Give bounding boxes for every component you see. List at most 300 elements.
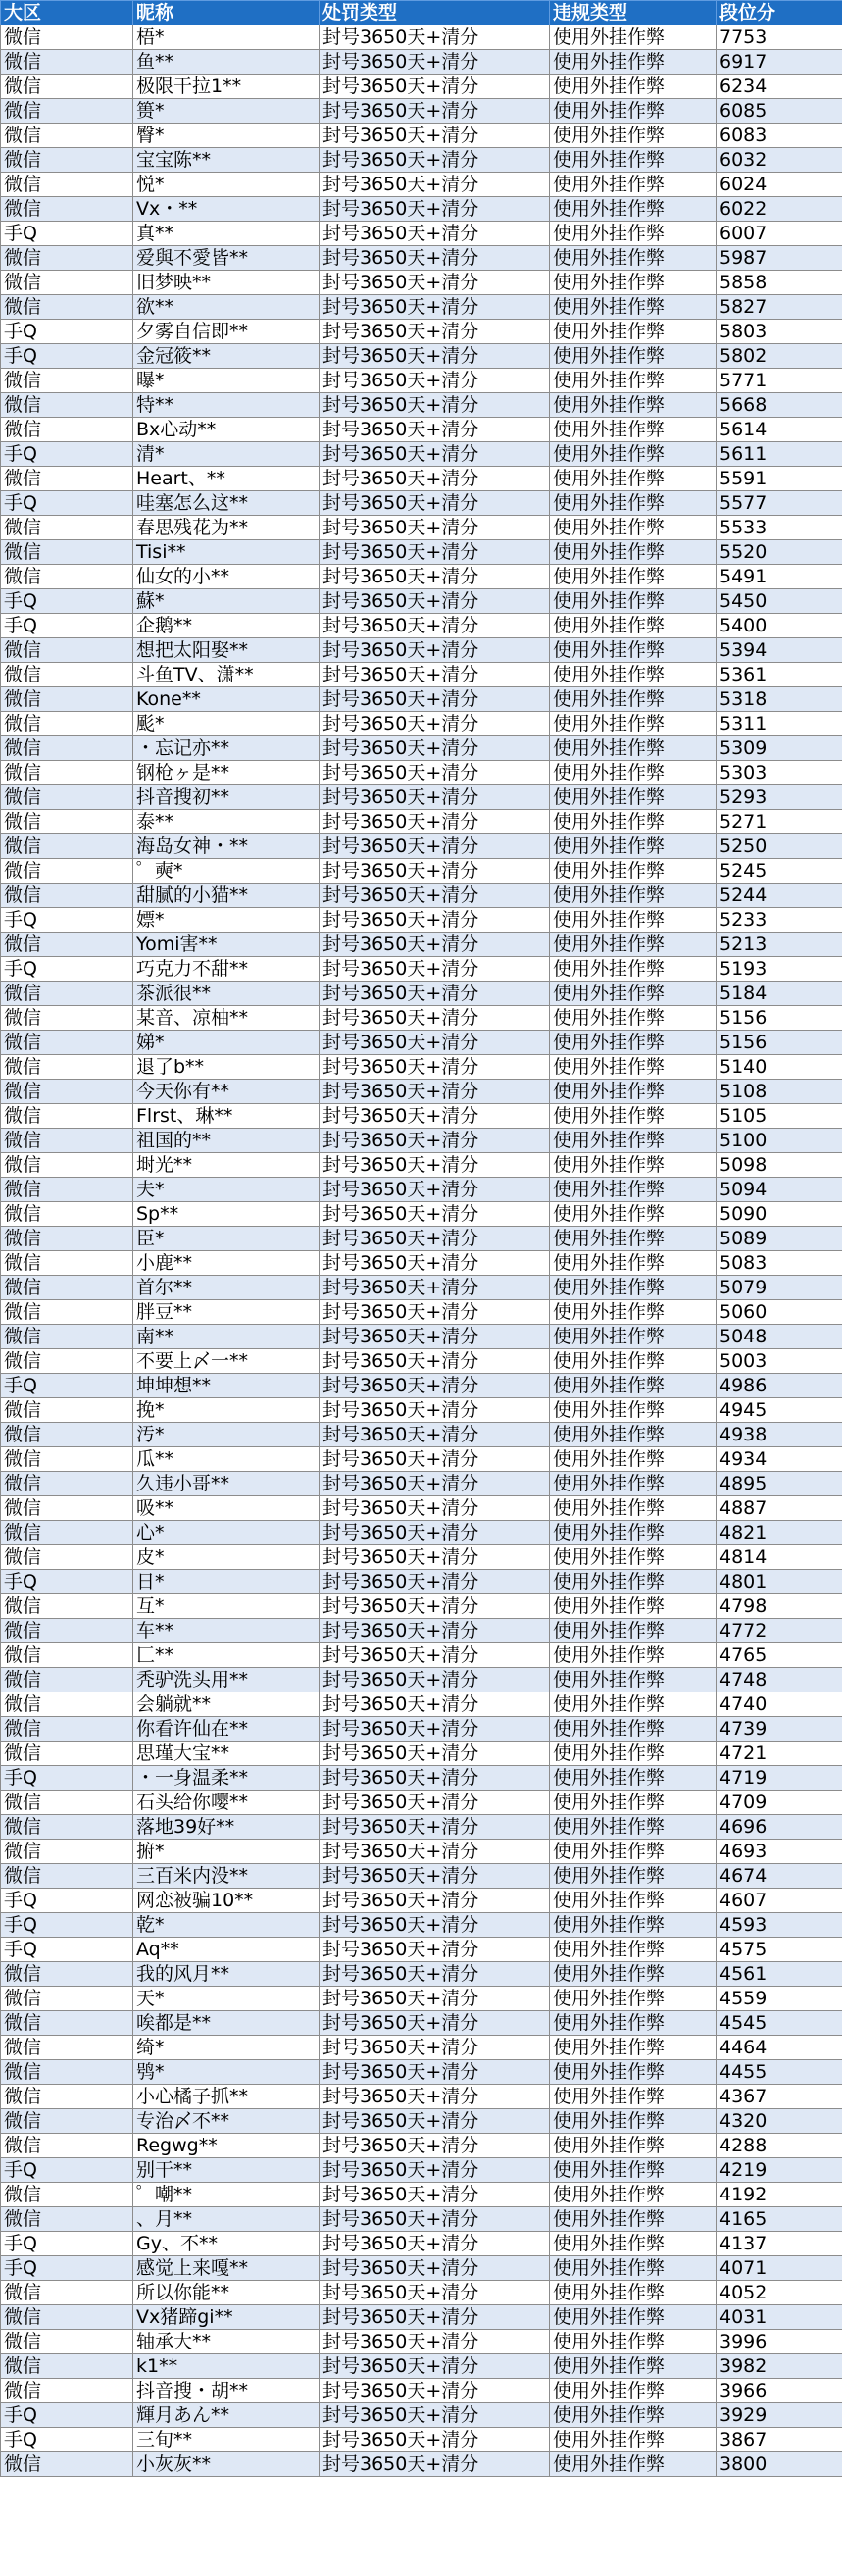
- violation-type-cell: 使用外挂作弊: [550, 1791, 717, 1815]
- nickname-cell: 抖音搜初**: [133, 785, 320, 810]
- nickname-cell: 仙女的小**: [133, 565, 320, 589]
- penalty-type-cell: 封号3650天+清分: [320, 1840, 550, 1864]
- table-row: [1, 589, 842, 614]
- nickname-cell: 鸮*: [133, 2060, 320, 2085]
- rank-score-cell: 5400: [717, 614, 842, 638]
- table-row: [1, 50, 842, 75]
- nickname-cell: Kone**: [133, 687, 320, 712]
- violation-type-cell: 使用外挂作弊: [550, 859, 717, 884]
- rank-score-cell: 4545: [717, 2011, 842, 2036]
- nickname-cell: 南**: [133, 1325, 320, 1349]
- rank-score-cell: 4814: [717, 1545, 842, 1570]
- nickname-cell: 皮*: [133, 1545, 320, 1570]
- rank-score-cell: 3800: [717, 2452, 842, 2477]
- region-cell: 微信: [1, 712, 133, 736]
- region-cell: 微信: [1, 75, 133, 99]
- violation-type-cell: 使用外挂作弊: [550, 1766, 717, 1791]
- violation-type-cell: 使用外挂作弊: [550, 1276, 717, 1300]
- table-row: [1, 1251, 842, 1276]
- region-cell: 微信: [1, 1521, 133, 1545]
- violation-type-cell: 使用外挂作弊: [550, 516, 717, 540]
- violation-type-cell: 使用外挂作弊: [550, 884, 717, 908]
- nickname-cell: ゜嘲**: [133, 2183, 320, 2207]
- penalty-type-cell: 封号3650天+清分: [320, 1374, 550, 1398]
- rank-score-cell: 5105: [717, 1104, 842, 1129]
- penalty-type-cell: 封号3650天+清分: [320, 1031, 550, 1055]
- region-cell: 微信: [1, 638, 133, 663]
- nickname-cell: 天*: [133, 1987, 320, 2011]
- table-row: [1, 1668, 842, 1692]
- nickname-cell: 娣*: [133, 1031, 320, 1055]
- violation-type-cell: 使用外挂作弊: [550, 1938, 717, 1962]
- nickname-cell: Vx・**: [133, 197, 320, 222]
- violation-type-cell: 使用外挂作弊: [550, 75, 717, 99]
- rank-score-cell: 5611: [717, 442, 842, 467]
- region-cell: 微信: [1, 2109, 133, 2134]
- penalty-type-cell: 封号3650天+清分: [320, 1349, 550, 1374]
- violation-type-cell: 使用外挂作弊: [550, 2207, 717, 2232]
- nickname-cell: 臀*: [133, 124, 320, 148]
- nickname-cell: 匚**: [133, 1643, 320, 1668]
- rank-score-cell: 4674: [717, 1864, 842, 1889]
- nickname-cell: 鱼**: [133, 50, 320, 75]
- region-cell: 微信: [1, 1619, 133, 1643]
- penalty-type-cell: 封号3650天+清分: [320, 1815, 550, 1840]
- table-row: [1, 1227, 842, 1251]
- penalty-type-cell: 封号3650天+清分: [320, 1766, 550, 1791]
- table-row: [1, 1472, 842, 1496]
- nickname-cell: 会躺就**: [133, 1692, 320, 1717]
- penalty-type-cell: 封号3650天+清分: [320, 712, 550, 736]
- nickname-cell: 嫖*: [133, 908, 320, 933]
- nickname-cell: 捬*: [133, 1840, 320, 1864]
- violation-type-cell: 使用外挂作弊: [550, 2158, 717, 2183]
- rank-score-cell: 5802: [717, 344, 842, 369]
- penalty-type-cell: 封号3650天+清分: [320, 2207, 550, 2232]
- region-cell: 微信: [1, 1423, 133, 1447]
- table-row: [1, 1766, 842, 1791]
- penalty-type-cell: 封号3650天+清分: [320, 859, 550, 884]
- rank-score-cell: 4765: [717, 1643, 842, 1668]
- table-row: [1, 1619, 842, 1643]
- rank-score-cell: 5303: [717, 761, 842, 785]
- penalty-type-cell: 封号3650天+清分: [320, 246, 550, 271]
- nickname-cell: 清*: [133, 442, 320, 467]
- penalty-type-cell: 封号3650天+清分: [320, 1619, 550, 1643]
- nickname-cell: 落地39好**: [133, 1815, 320, 1840]
- table-row: [1, 1840, 842, 1864]
- region-cell: 微信: [1, 516, 133, 540]
- violation-type-cell: 使用外挂作弊: [550, 1619, 717, 1643]
- nickname-cell: Flrst、琳**: [133, 1104, 320, 1129]
- violation-type-cell: 使用外挂作弊: [550, 1227, 717, 1251]
- rank-score-cell: 5090: [717, 1202, 842, 1227]
- penalty-type-cell: 封号3650天+清分: [320, 1202, 550, 1227]
- nickname-cell: 臣*: [133, 1227, 320, 1251]
- penalty-type-cell: 封号3650天+清分: [320, 663, 550, 687]
- violation-type-cell: 使用外挂作弊: [550, 1521, 717, 1545]
- violation-type-cell: 使用外挂作弊: [550, 1374, 717, 1398]
- penalty-type-cell: 封号3650天+清分: [320, 1570, 550, 1594]
- violation-type-cell: 使用外挂作弊: [550, 2085, 717, 2109]
- nickname-cell: 輝月あん**: [133, 2403, 320, 2428]
- violation-type-cell: 使用外挂作弊: [550, 222, 717, 246]
- region-cell: 微信: [1, 663, 133, 687]
- table-row: [1, 1791, 842, 1815]
- nickname-cell: 别干**: [133, 2158, 320, 2183]
- table-row: [1, 884, 842, 908]
- nickname-cell: 小心橘子抓**: [133, 2085, 320, 2109]
- rank-score-cell: 4052: [717, 2281, 842, 2305]
- violation-type-cell: 使用外挂作弊: [550, 2256, 717, 2281]
- penalty-type-cell: 封号3650天+清分: [320, 2452, 550, 2477]
- penalty-type-cell: 封号3650天+清分: [320, 614, 550, 638]
- nickname-cell: ・忘记亦**: [133, 736, 320, 761]
- violation-type-cell: 使用外挂作弊: [550, 736, 717, 761]
- penalty-type-cell: 封号3650天+清分: [320, 393, 550, 418]
- penalty-type-cell: 封号3650天+清分: [320, 810, 550, 834]
- table-row: [1, 1742, 842, 1766]
- region-cell: 微信: [1, 540, 133, 565]
- table-row: [1, 1938, 842, 1962]
- region-cell: 手Q: [1, 2158, 133, 2183]
- violation-type-cell: 使用外挂作弊: [550, 2134, 717, 2158]
- penalty-type-cell: 封号3650天+清分: [320, 124, 550, 148]
- rank-score-cell: 4719: [717, 1766, 842, 1791]
- nickname-cell: ゜奭*: [133, 859, 320, 884]
- rank-score-cell: 5450: [717, 589, 842, 614]
- violation-type-cell: 使用外挂作弊: [550, 418, 717, 442]
- region-cell: 手Q: [1, 1889, 133, 1913]
- nickname-cell: 蘇*: [133, 589, 320, 614]
- region-cell: 微信: [1, 1864, 133, 1889]
- region-cell: 微信: [1, 1178, 133, 1202]
- rank-score-cell: 6007: [717, 222, 842, 246]
- violation-type-cell: 使用外挂作弊: [550, 663, 717, 687]
- table-row: [1, 785, 842, 810]
- nickname-cell: 日*: [133, 1570, 320, 1594]
- penalty-type-cell: 封号3650天+清分: [320, 1668, 550, 1692]
- rank-score-cell: 5987: [717, 246, 842, 271]
- table-row: [1, 540, 842, 565]
- penalty-type-cell: 封号3650天+清分: [320, 173, 550, 197]
- rank-score-cell: 5309: [717, 736, 842, 761]
- nickname-cell: 特**: [133, 393, 320, 418]
- nickname-cell: 真**: [133, 222, 320, 246]
- violation-type-cell: 使用外挂作弊: [550, 1300, 717, 1325]
- penalty-type-cell: 封号3650天+清分: [320, 491, 550, 516]
- rank-score-cell: 4559: [717, 1987, 842, 2011]
- table-row: [1, 1889, 842, 1913]
- rank-score-cell: 5156: [717, 1031, 842, 1055]
- violation-type-cell: 使用外挂作弊: [550, 1840, 717, 1864]
- rank-score-cell: 4895: [717, 1472, 842, 1496]
- region-cell: 微信: [1, 2305, 133, 2330]
- penalty-type-cell: 封号3650天+清分: [320, 1129, 550, 1153]
- penalty-type-cell: 封号3650天+清分: [320, 1791, 550, 1815]
- penalty-type-cell: 封号3650天+清分: [320, 834, 550, 859]
- table-row: [1, 2403, 842, 2428]
- nickname-cell: 胖豆**: [133, 1300, 320, 1325]
- rank-score-cell: 4887: [717, 1496, 842, 1521]
- violation-type-cell: 使用外挂作弊: [550, 99, 717, 124]
- table-row: [1, 2232, 842, 2256]
- violation-type-cell: 使用外挂作弊: [550, 2305, 717, 2330]
- violation-type-cell: 使用外挂作弊: [550, 589, 717, 614]
- region-cell: 手Q: [1, 2232, 133, 2256]
- table-row: [1, 1962, 842, 1987]
- penalty-type-cell: 封号3650天+清分: [320, 418, 550, 442]
- table-row: [1, 982, 842, 1006]
- region-cell: 微信: [1, 1742, 133, 1766]
- rank-score-cell: 5668: [717, 393, 842, 418]
- nickname-cell: 所以你能**: [133, 2281, 320, 2305]
- region-cell: 微信: [1, 982, 133, 1006]
- violation-type-cell: 使用外挂作弊: [550, 2036, 717, 2060]
- violation-type-cell: 使用外挂作弊: [550, 565, 717, 589]
- nickname-cell: 不要上〆一**: [133, 1349, 320, 1374]
- table-row: [1, 1055, 842, 1080]
- table-row: [1, 2207, 842, 2232]
- region-cell: 微信: [1, 2134, 133, 2158]
- table-row: [1, 99, 842, 124]
- penalty-type-cell: 封号3650天+清分: [320, 736, 550, 761]
- region-cell: 微信: [1, 1153, 133, 1178]
- region-cell: 微信: [1, 197, 133, 222]
- penalty-type-cell: 封号3650天+清分: [320, 2085, 550, 2109]
- nickname-cell: 退了b**: [133, 1055, 320, 1080]
- nickname-cell: 宝宝陈**: [133, 148, 320, 173]
- violation-type-cell: 使用外挂作弊: [550, 467, 717, 491]
- rank-score-cell: 4696: [717, 1815, 842, 1840]
- violation-type-cell: 使用外挂作弊: [550, 933, 717, 957]
- penalty-type-cell: 封号3650天+清分: [320, 1742, 550, 1766]
- penalty-type-cell: 封号3650天+清分: [320, 295, 550, 320]
- region-cell: 微信: [1, 1251, 133, 1276]
- table-row: [1, 148, 842, 173]
- nickname-cell: 梧*: [133, 25, 320, 50]
- violation-type-cell: 使用外挂作弊: [550, 2354, 717, 2379]
- rank-score-cell: 4709: [717, 1791, 842, 1815]
- nickname-cell: Heart、**: [133, 467, 320, 491]
- rank-score-cell: 4986: [717, 1374, 842, 1398]
- violation-type-cell: 使用外挂作弊: [550, 687, 717, 712]
- rank-score-cell: 5079: [717, 1276, 842, 1300]
- violation-type-cell: 使用外挂作弊: [550, 148, 717, 173]
- violation-type-cell: 使用外挂作弊: [550, 1251, 717, 1276]
- nickname-cell: 久违小哥**: [133, 1472, 320, 1496]
- table-row: [1, 271, 842, 295]
- rank-score-cell: 6234: [717, 75, 842, 99]
- table-row: [1, 393, 842, 418]
- header-rank-score: 段位分: [717, 1, 842, 25]
- table-row: [1, 344, 842, 369]
- penalty-type-cell: 封号3650天+清分: [320, 344, 550, 369]
- region-cell: 手Q: [1, 2403, 133, 2428]
- nickname-cell: 石头给你嘤**: [133, 1791, 320, 1815]
- penalty-type-cell: 封号3650天+清分: [320, 222, 550, 246]
- penalty-type-cell: 封号3650天+清分: [320, 1962, 550, 1987]
- table-row: [1, 1692, 842, 1717]
- violation-type-cell: 使用外挂作弊: [550, 124, 717, 148]
- region-cell: 手Q: [1, 1374, 133, 1398]
- table-row: [1, 810, 842, 834]
- penalty-type-cell: 封号3650天+清分: [320, 1472, 550, 1496]
- table-row: [1, 2036, 842, 2060]
- region-cell: 微信: [1, 1006, 133, 1031]
- region-cell: 微信: [1, 295, 133, 320]
- nickname-cell: 海岛女神・**: [133, 834, 320, 859]
- region-cell: 手Q: [1, 2428, 133, 2452]
- region-cell: 手Q: [1, 957, 133, 982]
- violation-type-cell: 使用外挂作弊: [550, 908, 717, 933]
- violation-type-cell: 使用外挂作弊: [550, 393, 717, 418]
- table-row: [1, 834, 842, 859]
- penalty-type-cell: 封号3650天+清分: [320, 2158, 550, 2183]
- violation-type-cell: 使用外挂作弊: [550, 2109, 717, 2134]
- nickname-cell: 欲**: [133, 295, 320, 320]
- penalty-type-cell: 封号3650天+清分: [320, 1325, 550, 1349]
- penalty-type-cell: 封号3650天+清分: [320, 2330, 550, 2354]
- nickname-cell: 网恋被骗10**: [133, 1889, 320, 1913]
- nickname-cell: 感觉上来嘎**: [133, 2256, 320, 2281]
- rank-score-cell: 5293: [717, 785, 842, 810]
- region-cell: 微信: [1, 1055, 133, 1080]
- region-cell: 微信: [1, 933, 133, 957]
- rank-score-cell: 5083: [717, 1251, 842, 1276]
- penalty-type-cell: 封号3650天+清分: [320, 1594, 550, 1619]
- table-row: [1, 638, 842, 663]
- region-cell: 微信: [1, 2060, 133, 2085]
- region-cell: 微信: [1, 2330, 133, 2354]
- region-cell: 手Q: [1, 614, 133, 638]
- nickname-cell: 车**: [133, 1619, 320, 1643]
- table-row: [1, 1643, 842, 1668]
- violation-type-cell: 使用外挂作弊: [550, 834, 717, 859]
- penalty-type-cell: 封号3650天+清分: [320, 1938, 550, 1962]
- region-cell: 微信: [1, 369, 133, 393]
- region-cell: 微信: [1, 1594, 133, 1619]
- rank-score-cell: 5094: [717, 1178, 842, 1202]
- penalty-type-cell: 封号3650天+清分: [320, 2060, 550, 2085]
- violation-type-cell: 使用外挂作弊: [550, 1153, 717, 1178]
- penalty-type-cell: 封号3650天+清分: [320, 516, 550, 540]
- table-row: [1, 246, 842, 271]
- rank-score-cell: 5827: [717, 295, 842, 320]
- penalty-type-cell: 封号3650天+清分: [320, 1889, 550, 1913]
- penalty-type-cell: 封号3650天+清分: [320, 589, 550, 614]
- region-cell: 微信: [1, 1496, 133, 1521]
- violation-type-cell: 使用外挂作弊: [550, 1423, 717, 1447]
- violation-type-cell: 使用外挂作弊: [550, 1104, 717, 1129]
- region-cell: 手Q: [1, 589, 133, 614]
- penalty-type-cell: 封号3650天+清分: [320, 2403, 550, 2428]
- table-row: [1, 2452, 842, 2477]
- header-penalty-type: 处罚类型: [320, 1, 550, 25]
- nickname-cell: 茶派很**: [133, 982, 320, 1006]
- table-row: [1, 2109, 842, 2134]
- table-row: [1, 1080, 842, 1104]
- rank-score-cell: 4801: [717, 1570, 842, 1594]
- violation-type-cell: 使用外挂作弊: [550, 2183, 717, 2207]
- region-cell: 微信: [1, 2183, 133, 2207]
- header-row: [1, 1, 842, 25]
- region-cell: 微信: [1, 1545, 133, 1570]
- region-cell: 微信: [1, 1104, 133, 1129]
- region-cell: 微信: [1, 1325, 133, 1349]
- table-row: [1, 2011, 842, 2036]
- table-row: [1, 75, 842, 99]
- rank-score-cell: 4455: [717, 2060, 842, 2085]
- region-cell: 微信: [1, 785, 133, 810]
- violation-type-cell: 使用外挂作弊: [550, 2379, 717, 2403]
- violation-type-cell: 使用外挂作弊: [550, 1570, 717, 1594]
- region-cell: 微信: [1, 1398, 133, 1423]
- region-cell: 微信: [1, 1717, 133, 1742]
- rank-score-cell: 5614: [717, 418, 842, 442]
- table-row: [1, 2060, 842, 2085]
- table-row: [1, 418, 842, 442]
- region-cell: 微信: [1, 25, 133, 50]
- nickname-cell: Bx心动**: [133, 418, 320, 442]
- table-row: [1, 1104, 842, 1129]
- rank-score-cell: 4938: [717, 1423, 842, 1447]
- rank-score-cell: 4320: [717, 2109, 842, 2134]
- region-cell: 微信: [1, 1692, 133, 1717]
- table-row: [1, 761, 842, 785]
- table-row: [1, 1447, 842, 1472]
- rank-score-cell: 3929: [717, 2403, 842, 2428]
- violation-type-cell: 使用外挂作弊: [550, 295, 717, 320]
- penalty-type-cell: 封号3650天+清分: [320, 761, 550, 785]
- rank-score-cell: 5060: [717, 1300, 842, 1325]
- rank-score-cell: 5394: [717, 638, 842, 663]
- region-cell: 微信: [1, 2379, 133, 2403]
- violation-type-cell: 使用外挂作弊: [550, 1742, 717, 1766]
- rank-score-cell: 3966: [717, 2379, 842, 2403]
- penalty-type-cell: 封号3650天+清分: [320, 1006, 550, 1031]
- violation-type-cell: 使用外挂作弊: [550, 369, 717, 393]
- violation-type-cell: 使用外挂作弊: [550, 957, 717, 982]
- header-violation-type: 违规类型: [550, 1, 717, 25]
- rank-score-cell: 4575: [717, 1938, 842, 1962]
- region-cell: 微信: [1, 418, 133, 442]
- penalty-type-cell: 封号3650天+清分: [320, 320, 550, 344]
- rank-score-cell: 5233: [717, 908, 842, 933]
- table-row: [1, 295, 842, 320]
- table-row: [1, 1594, 842, 1619]
- nickname-cell: 金冠筱**: [133, 344, 320, 369]
- violation-type-cell: 使用外挂作弊: [550, 50, 717, 75]
- rank-score-cell: 5244: [717, 884, 842, 908]
- rank-score-cell: 5048: [717, 1325, 842, 1349]
- rank-score-cell: 5089: [717, 1227, 842, 1251]
- region-cell: 微信: [1, 1300, 133, 1325]
- table-row: [1, 1913, 842, 1938]
- nickname-cell: 三旬**: [133, 2428, 320, 2452]
- region-cell: 微信: [1, 736, 133, 761]
- penalty-type-cell: 封号3650天+清分: [320, 1300, 550, 1325]
- region-cell: 微信: [1, 761, 133, 785]
- table-row: [1, 1153, 842, 1178]
- nickname-cell: 秃驴洗头用**: [133, 1668, 320, 1692]
- penalty-type-cell: 封号3650天+清分: [320, 1717, 550, 1742]
- nickname-cell: 极限干拉1**: [133, 75, 320, 99]
- penalty-type-cell: 封号3650天+清分: [320, 75, 550, 99]
- rank-score-cell: 5193: [717, 957, 842, 982]
- rank-score-cell: 5184: [717, 982, 842, 1006]
- region-cell: 微信: [1, 1962, 133, 1987]
